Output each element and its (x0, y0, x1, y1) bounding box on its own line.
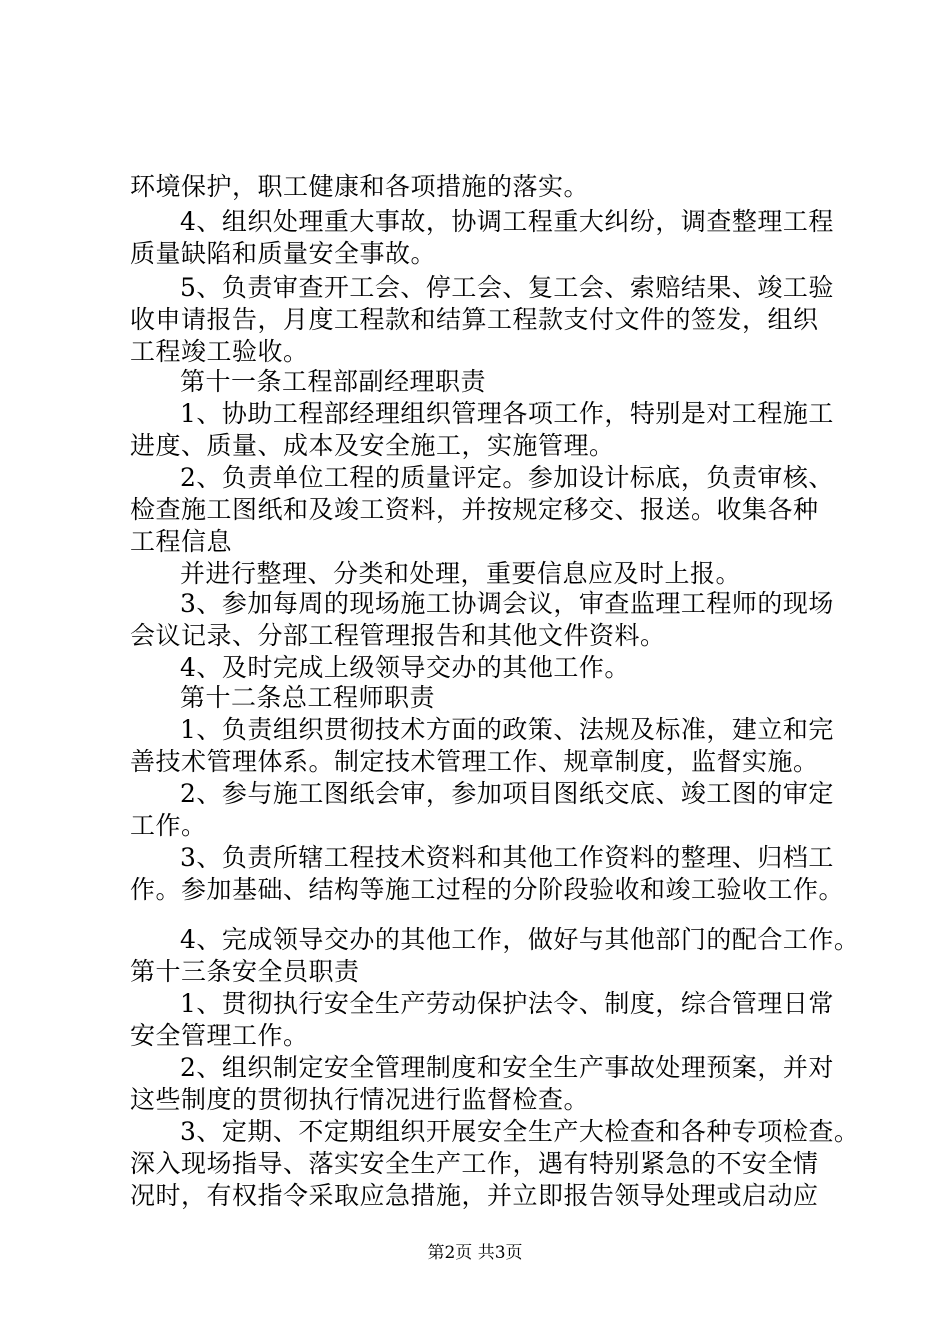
text-line: 深入现场指导、落实安全生产工作，遇有特别紧急的不安全情 (130, 1149, 819, 1178)
text-line: 4、及时完成上级领导交办的其他工作。 (180, 653, 630, 682)
text-line: 检查施工图纸和及竣工资料，并按规定移交、报送。收集各种 (130, 495, 819, 524)
text-line: 安全管理工作。 (130, 1021, 309, 1050)
text-line: 第十二条总工程师职责 (180, 683, 436, 712)
text-line: 1、负责组织贯彻技术方面的政策、法规及标准，建立和完 (180, 715, 834, 744)
text-line: 质量缺陷和质量安全事故。 (130, 239, 437, 268)
text-line: 会议记录、分部工程管理报告和其他文件资料。 (130, 621, 666, 650)
text-line: 4、完成领导交办的其他工作，做好与其他部门的配合工作。 (180, 925, 860, 954)
text-line: 收申请报告，月度工程款和结算工程款支付文件的签发，组织 (130, 305, 819, 334)
text-line: 5、负责审查开工会、停工会、复工会、索赔结果、竣工验 (180, 273, 834, 302)
text-line: 善技术管理体系。制定技术管理工作、规章制度，监督实施。 (130, 747, 819, 776)
text-line: 3、定期、不定期组织开展安全生产大检查和各种专项检查。 (180, 1117, 860, 1146)
page-footer: 第2页 共3页 (427, 1243, 523, 1263)
text-line: 2、参与施工图纸会审，参加项目图纸交底、竣工图的审定 (180, 779, 834, 808)
text-line: 这些制度的贯彻执行情况进行监督检查。 (130, 1085, 590, 1114)
text-line: 工程信息 (130, 527, 233, 556)
text-line: 1、协助工程部经理组织管理各项工作，特别是对工程施工 (180, 399, 834, 428)
text-line: 2、负责单位工程的质量评定。参加设计标底，负责审核、 (180, 463, 834, 492)
text-line: 4、组织处理重大事故，协调工程重大纠纷，调查整理工程 (180, 207, 834, 236)
text-line: 3、参加每周的现场施工协调会议，审查监理工程师的现场 (180, 589, 834, 618)
text-line: 2、组织制定安全管理制度和安全生产事故处理预案，并对 (180, 1053, 834, 1082)
text-line: 况时，有权指令采取应急措施，并立即报告领导处理或启动应 (130, 1181, 819, 1210)
text-line: 1、贯彻执行安全生产劳动保护法令、制度，综合管理日常 (180, 989, 834, 1018)
text-line: 作。参加基础、结构等施工过程的分阶段验收和竣工验收工作。 (130, 875, 845, 904)
text-line: 第十三条安全员职责 (130, 957, 360, 986)
text-line: 工作。 (130, 811, 207, 840)
text-line: 3、负责所辖工程技术资料和其他工作资料的整理、归档工 (180, 843, 834, 872)
text-line: 工程竣工验收。 (130, 337, 309, 366)
text-line: 第十一条工程部副经理职责 (180, 367, 487, 396)
text-line: 环境保护，职工健康和各项措施的落实。 (130, 172, 590, 201)
text-line: 并进行整理、分类和处理，重要信息应及时上报。 (180, 559, 742, 588)
text-line: 进度、质量、成本及安全施工，实施管理。 (130, 431, 615, 460)
